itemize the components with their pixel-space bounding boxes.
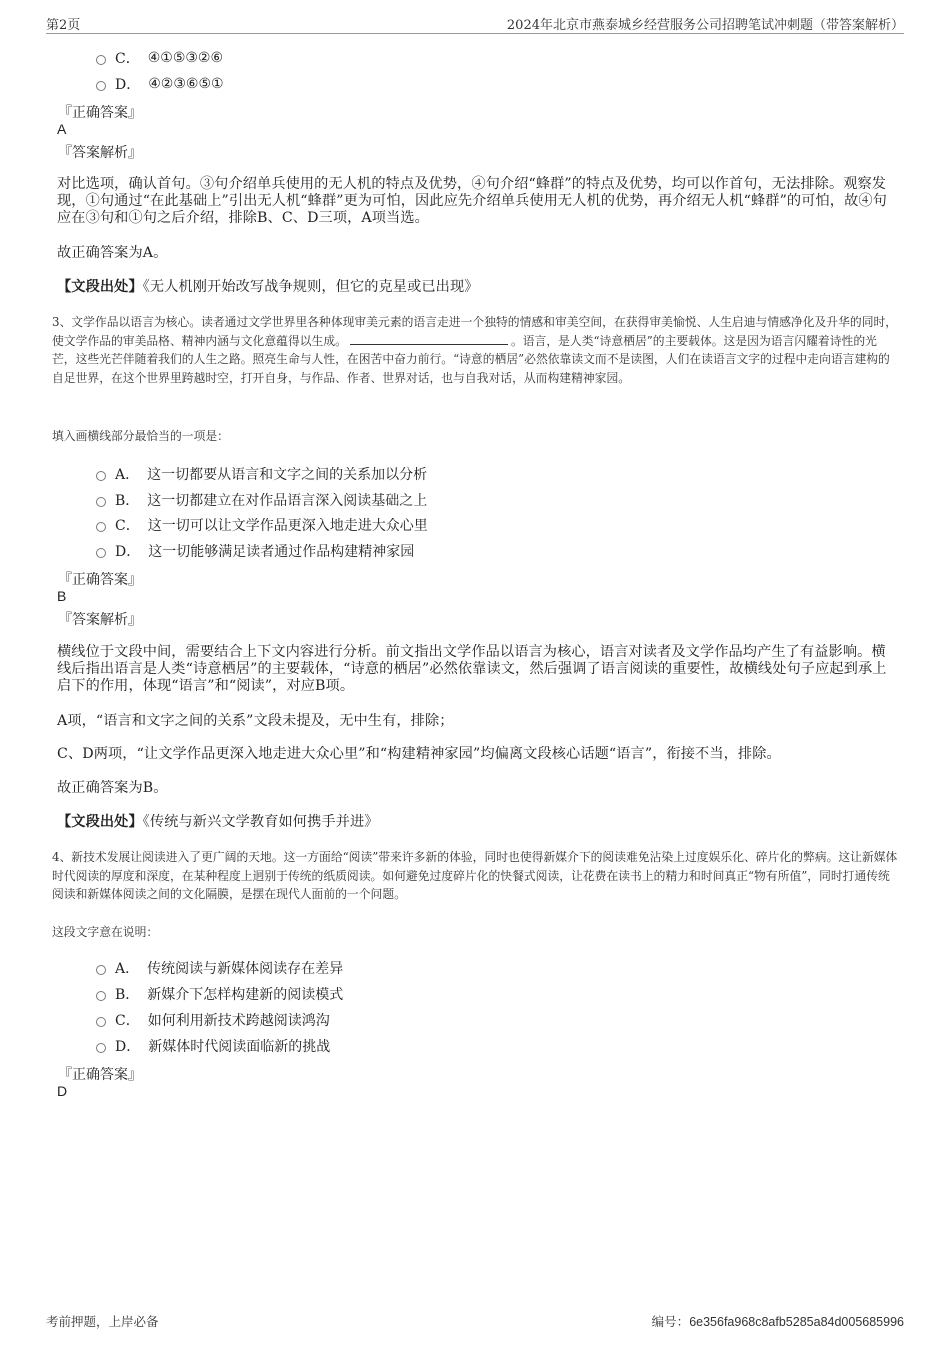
- q3-prompt: 填入画横线部分最恰当的一项是：: [52, 429, 229, 443]
- radio-icon[interactable]: [96, 471, 106, 481]
- radio-icon[interactable]: [96, 965, 106, 975]
- q2-conclusion: 故正确答案为A。: [57, 245, 168, 261]
- q3-answer-label: 『正确答案』: [58, 572, 142, 588]
- q3-analysis-label: 『答案解析』: [58, 612, 142, 628]
- q3-conclusion: 故正确答案为B。: [57, 780, 168, 796]
- q4-option-a[interactable]: A． 传统阅读与新媒体阅读存在差异: [96, 958, 343, 978]
- q4-answer: D: [57, 1083, 68, 1099]
- page-number: 第2页: [46, 18, 81, 33]
- q2-source: [57, 279, 897, 296]
- q4-prompt: 这段文字意在说明：: [52, 925, 159, 939]
- radio-icon[interactable]: [96, 548, 106, 558]
- q4-option-d[interactable]: D． 新媒体时代阅读面临新的挑战: [96, 1036, 330, 1056]
- q2-option-d[interactable]: D． ④②③⑥⑤①: [96, 74, 224, 94]
- source-label: 【文段出处】: [57, 279, 143, 295]
- radio-icon[interactable]: [96, 1043, 106, 1053]
- q4-answer-label: 『正确答案』: [58, 1067, 142, 1083]
- q3-stem: 3、文学作品以语言为核心。读者通过文学世界里各种体现审美元素的语言走进一个独特的情感和审美空间，在获得审美愉悦、人生启迪与情感净化及升华的同时，使文学作品的审美品格、精神内涵与文化意蕴得以生成。 。语言，是人类“诗意栖居”的主要载体。这是因为语言闪耀着诗性的光芒，这些光芒伴随着我们的人生之路。照亮生命与人性，在困苦中奋力前行。“诗意的栖居”必然依靠读文而不是读图，人们在读语言文字的过程中走向语言建构的自足世界，在这个世界里跨越时空，打开自身，与作品、作者、世界对话，也与自我对话，从而构建精神家园。: [52, 315, 898, 385]
- radio-icon[interactable]: [96, 81, 106, 91]
- q2-answer-label: 『正确答案』: [58, 105, 142, 121]
- q2-answer: A: [57, 121, 67, 137]
- radio-icon[interactable]: [96, 991, 106, 1001]
- code-label: 编号：: [651, 1314, 690, 1329]
- q3-option-d[interactable]: D． 这一切能够满足读者通过作品构建精神家园: [96, 541, 414, 561]
- q3-analysis: 横线位于文段中间，需要结合上下文内容进行分析。前文指出文学作品以语言为核心，语言对读者及文学作品均产生了有益影响。横线后指出语言是人类“诗意栖居”的主要载体，“诗意的栖居”必然依靠读文，然后强调了语言阅读的重要性，故横线处句子应起到承上启下的作用，体现“语言”和“阅读”，对应B项。: [57, 644, 887, 694]
- footer-slogan: 考前押题，上岸必备: [46, 1314, 159, 1329]
- radio-icon[interactable]: [96, 55, 106, 65]
- q3-answer: B: [57, 588, 67, 604]
- q3-source: [57, 814, 897, 831]
- source-label: 【文段出处】: [57, 814, 143, 830]
- radio-icon[interactable]: [96, 497, 106, 507]
- q4-option-b[interactable]: B． 新媒介下怎样构建新的阅读模式: [96, 984, 343, 1004]
- q3-option-a[interactable]: A． 这一切都要从语言和文字之间的关系加以分析: [96, 464, 427, 484]
- header-divider: [46, 33, 904, 34]
- footer-code: [652, 1312, 904, 1330]
- fill-in-blank: [350, 334, 508, 345]
- q3-note-cd: C、D两项，“让文学作品更深入地走进大众心里”和“构建精神家园”均偏离文段核心话题“语言”，衔接不当，排除。: [57, 746, 781, 762]
- q3-note-a: A项，“语言和文字之间的关系”文段未提及，无中生有，排除；: [57, 713, 454, 729]
- q2-analysis: 对比选项，确认首句。③句介绍单兵使用的无人机的特点及优势，④句介绍“蜂群”的特点及优势，均可以作首句，无法排除。观察发现，①句通过“在此基础上”引出无人机“蜂群”更为可怕，因此应先介绍单兵使用无人机的优势，再介绍无人机“蜂群”的可怕，故④句应在③句和①句之后介绍，排除B、C、D三项，A项当选。: [57, 176, 887, 226]
- q3-option-c[interactable]: C． 这一切可以让文学作品更深入地走进大众心里: [96, 515, 428, 535]
- source-title: 《无人机刚开始改写战争规则，但它的克星或已出现》: [142, 279, 479, 295]
- radio-icon[interactable]: [96, 1017, 106, 1027]
- q3-option-b[interactable]: B． 这一切都建立在对作品语言深入阅读基础之上: [96, 490, 427, 510]
- q4-option-c[interactable]: C． 如何利用新技术跨越阅读鸿沟: [96, 1010, 330, 1030]
- source-title: 《传统与新兴文学教育如何携手并进》: [142, 814, 379, 830]
- document-title: 2024年北京市燕泰城乡经营服务公司招聘笔试冲刺题（带答案解析）: [506, 18, 904, 33]
- q4-stem: 4、新技术发展让阅读进入了更广阔的天地。这一方面给“阅读”带来许多新的体验，同时也使得新媒介下的阅读难免沾染上过度娱乐化、碎片化的弊病。这让新媒体时代阅读的厚度和深度，在某种程度上迥别于传统的纸质阅读。如何避免过度碎片化的快餐式阅读，让花费在读书上的精力和时间真正“物有所值”，同时打通传统阅读和新媒体阅读之间的文化隔膜，是摆在现代人面前的一个问题。: [52, 850, 898, 901]
- code-value: 6e356fa968c8afb5285a84d005685996: [689, 1315, 904, 1329]
- q2-analysis-label: 『答案解析』: [58, 145, 142, 161]
- radio-icon[interactable]: [96, 522, 106, 532]
- q2-option-c[interactable]: C． ④①⑤③②⑥: [96, 48, 223, 68]
